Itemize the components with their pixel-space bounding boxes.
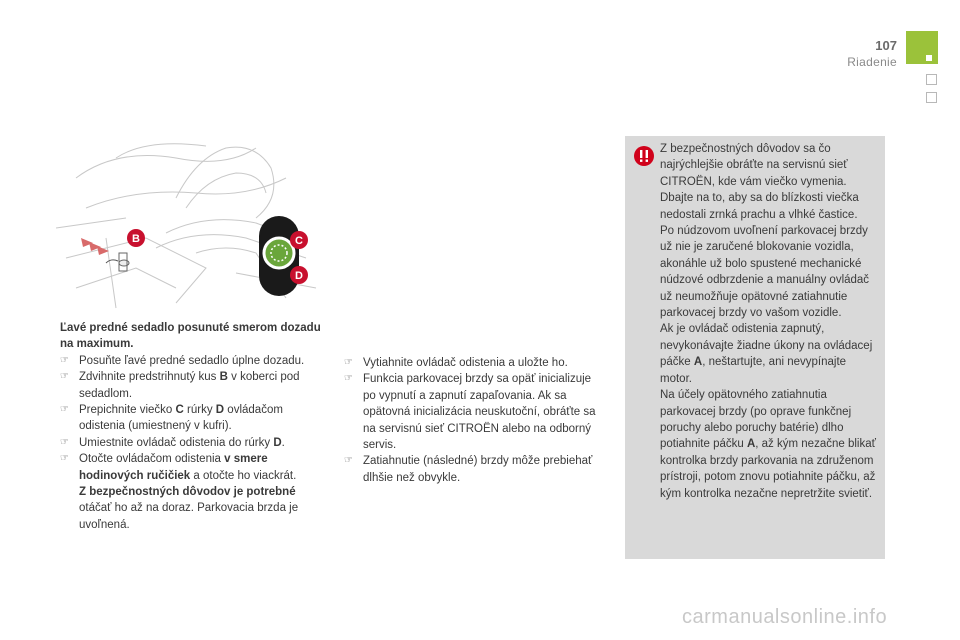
instructions-column-2 xyxy=(344,355,599,486)
instructions-column-1 xyxy=(60,320,325,533)
list-item: ☞ Otočte ovládačom odistenia v smere hodinových ručičiek a otočte ho viackrát. xyxy=(60,453,297,482)
warning-icon xyxy=(633,145,655,167)
label-d: D xyxy=(295,270,303,282)
tube-cap xyxy=(264,238,294,268)
warning-paragraph: Na účely opätovného zatiahnutia parkovacej brzdy (po oprave funkčnej poruchy alebo poruchy batérie) dlho potiahnite páčku A, až kým nezačne blikať kontrolka brzdy parkovania na združenom prístroji, potom znovu potiahnite páčku, až kým kontrolka nezačne nepretržite svietiť. xyxy=(660,389,876,500)
warning-paragraph: Ak je ovládač odistenia zapnutý, nevykonávajte žiadne úkony na ovládacej páčke A, neštartujte, ani nevypínajte motor. xyxy=(660,323,873,385)
list-item: ☞ Prepichnite viečko C rúrky D ovládačom odistenia (umiestnený v kufri). xyxy=(60,404,283,433)
chapter-box xyxy=(926,74,937,85)
list-item: ☞ Posuňte ľavé predné sedadlo úplne dozadu. xyxy=(60,354,305,367)
list-item: ☞ Umiestnite ovládač odistenia do rúrky D. xyxy=(60,436,285,449)
chapter-title: Riadenie xyxy=(847,55,897,69)
seat-illustration xyxy=(56,138,318,310)
label-b: B xyxy=(132,233,140,245)
chapter-tab xyxy=(906,31,938,64)
page-number: 107 xyxy=(875,38,897,53)
section-heading: Ľavé predné sedadlo posunuté smerom dozadu na maximum. xyxy=(60,322,321,351)
tab-marker xyxy=(926,55,932,61)
list-item: ☞ Funkcia parkovacej brzdy sa opäť inicializuje po vypnutí a zapnutí zapaľovania. Ak sa opätovná inicializácia neuskutoční, obráťte sa na servisnú sieť CITROËN alebo na odborný servis. xyxy=(344,373,596,452)
label-c: C xyxy=(295,235,303,247)
warning-paragraph: Po núdzovom uvoľnení parkovacej brzdy už nie je zaručené blokovanie vozidla, akonáhle už bolo spustené mechanické núdzové odbrzdenie a manuálny ovládač už neumožňuje opätovné zatiahnutie parkovacej brzdy vo vašom vozidle. xyxy=(660,225,870,320)
list-item: ☞ Zdvihnite predstrihnutý kus B v koberci pod sedadlom. xyxy=(60,371,300,400)
list-item-continuation: otáčať ho až na doraz. Parkovacia brzda je uvoľnená. xyxy=(79,502,299,531)
chapter-box xyxy=(926,92,937,103)
warning-paragraph: Z bezpečnostných dôvodov sa čo najrýchlejšie obráťte na servisnú sieť CITROËN, kde vám viečko vymenia. Dbajte na to, aby sa do blízkosti viečka nedostali zrnká prachu a vlhké častice. xyxy=(660,143,859,221)
watermark: carmanualsonline.info xyxy=(682,606,888,628)
safety-note: Z bezpečnostných dôvodov je potrebné xyxy=(79,486,296,499)
list-item: ☞ Vytiahnite ovládač odistenia a uložte ho. xyxy=(344,357,568,369)
warning-text xyxy=(660,141,880,502)
list-item: ☞ Zatiahnutie (následné) brzdy môže prebiehať dlhšie než obvykle. xyxy=(344,455,593,484)
